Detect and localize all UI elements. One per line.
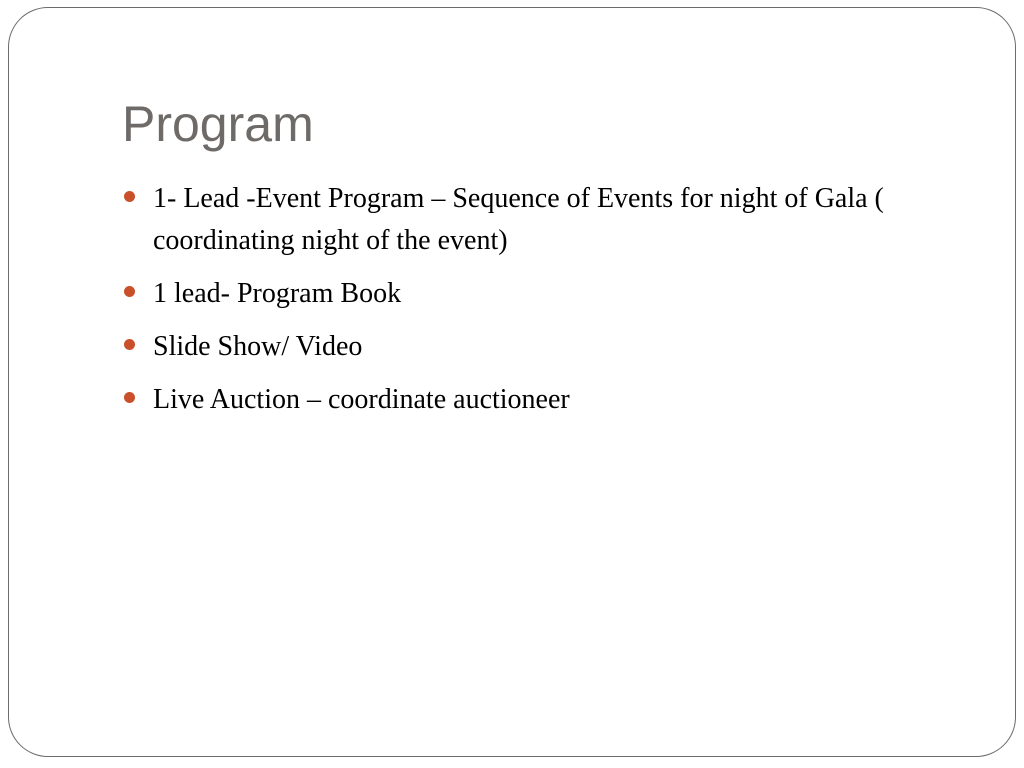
bullet-dot-icon bbox=[124, 286, 135, 297]
bullet-dot-icon bbox=[124, 191, 135, 202]
bullet-dot-icon bbox=[124, 392, 135, 403]
bullet-text: 1- Lead -Event Program – Sequence of Events for night of Gala ( coordinating night of the event) bbox=[153, 183, 884, 256]
bullet-list bbox=[122, 178, 932, 432]
slide-frame bbox=[8, 7, 1016, 757]
bullet-item-program-book bbox=[122, 273, 932, 315]
bullet-text: 1 lead- Program Book bbox=[153, 278, 402, 309]
bullet-item-slide-show bbox=[122, 326, 932, 368]
bullet-text: Live Auction – coordinate auctioneer bbox=[153, 384, 570, 415]
slide-title: Program bbox=[122, 96, 314, 152]
bullet-text: Slide Show/ Video bbox=[153, 331, 363, 362]
bullet-item-lead-event-program bbox=[122, 178, 932, 262]
bullet-dot-icon bbox=[124, 339, 135, 350]
bullet-item-live-auction bbox=[122, 379, 932, 421]
